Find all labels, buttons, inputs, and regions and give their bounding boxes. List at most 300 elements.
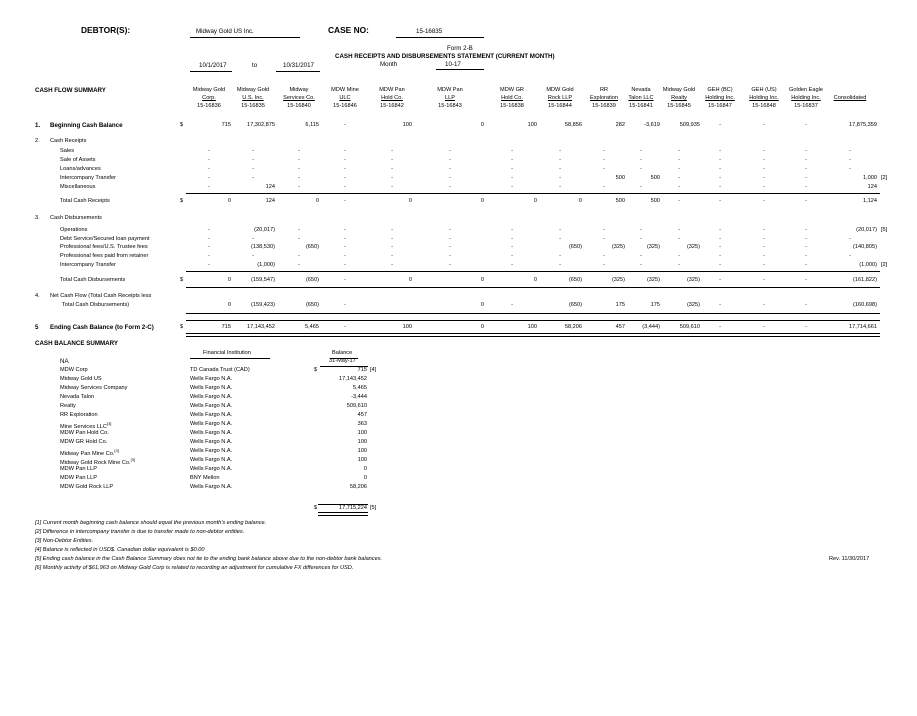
- balance-amount: 17,143,452: [339, 376, 367, 382]
- table-cell: -: [719, 198, 721, 204]
- table-cell: 0: [533, 277, 537, 283]
- table-cell: 457: [615, 324, 625, 330]
- table-cell: -: [208, 227, 210, 233]
- table-cell: -: [678, 262, 680, 268]
- row-number: 5: [35, 324, 39, 331]
- table-cell: -: [678, 198, 680, 204]
- row-number: 3.: [35, 215, 40, 221]
- table-cell: -: [640, 262, 642, 268]
- total-rule: [186, 333, 880, 337]
- balance-entity: [60, 368, 88, 374]
- form-title: CASH RECEIPTS AND DISBURSEMENTS STATEMENT (CURRENT MONTH): [335, 53, 555, 60]
- column-header-name2: Corp.: [202, 95, 216, 101]
- table-cell: -: [511, 157, 513, 163]
- table-cell: -: [763, 122, 765, 128]
- month-label: Month: [380, 61, 398, 68]
- table-cell: -: [391, 148, 393, 154]
- footnote: [5] Ending cash balance in the Cash Balance Summary does not tie to the ending bank balance above due to the non-debtor bank balances.: [35, 556, 383, 562]
- table-cell: (20,017): [254, 227, 275, 233]
- column-header-name2: Holding Inc.: [791, 95, 821, 101]
- table-cell: (650): [568, 277, 582, 283]
- column-header-case: 15-16835: [241, 103, 265, 109]
- balance-amount: 5,465: [353, 385, 367, 391]
- row-label: Ending Cash Balance (to Form 2-C): [50, 324, 154, 331]
- table-cell: -: [252, 166, 254, 172]
- column-header-name1: GEH (BC): [707, 87, 733, 93]
- table-cell: -: [805, 122, 807, 128]
- table-cell: 58,856: [564, 122, 582, 128]
- table-cell: -: [208, 184, 210, 190]
- table-cell: 0: [227, 198, 231, 204]
- table-cell: 0: [480, 198, 484, 204]
- table-cell: -: [805, 148, 807, 154]
- table-cell: -: [640, 227, 642, 233]
- table-cell: -: [391, 262, 393, 268]
- table-cell: -: [449, 236, 451, 242]
- table-cell: -: [603, 166, 605, 172]
- table-cell: 509,935: [679, 122, 700, 128]
- period-from: 10/1/2017: [199, 62, 227, 69]
- column-header-case: 15-16845: [667, 103, 691, 109]
- cash-balance-summary-title: CASH BALANCE SUMMARY: [35, 340, 118, 347]
- column-header-name2: LLP: [445, 95, 455, 101]
- table-cell: -: [849, 253, 851, 259]
- table-cell: 58,206: [564, 324, 582, 330]
- dollar-sign: $: [180, 198, 184, 204]
- table-cell: 124: [265, 198, 275, 204]
- case-underline: [396, 37, 484, 38]
- table-cell: -: [678, 166, 680, 172]
- table-cell: 175: [650, 302, 660, 308]
- table-cell: -: [805, 244, 807, 250]
- table-cell: 0: [578, 198, 582, 204]
- row-label: Operations: [60, 227, 88, 233]
- table-cell: -: [208, 157, 210, 163]
- table-cell: -: [208, 175, 210, 181]
- month-value: 10-17: [445, 61, 461, 68]
- table-cell: -: [849, 166, 851, 172]
- table-cell: -: [208, 166, 210, 172]
- table-cell: -: [763, 227, 765, 233]
- table-cell: -: [763, 148, 765, 154]
- table-cell: -: [298, 236, 300, 242]
- table-cell: -: [603, 262, 605, 268]
- column-header-name2: Realty: [671, 95, 687, 101]
- balance-amount: 457: [357, 412, 367, 418]
- table-cell: -: [511, 236, 513, 242]
- table-cell: -: [449, 157, 451, 163]
- table-cell: -: [344, 253, 346, 259]
- table-cell: -: [805, 262, 807, 268]
- balance-entity: [60, 467, 97, 473]
- table-cell: -: [252, 253, 254, 259]
- table-cell: -: [208, 262, 210, 268]
- case-label: CASE NO:: [328, 25, 369, 35]
- table-cell: -: [603, 157, 605, 163]
- balance-institution: Wells Fargo N.A.: [190, 421, 233, 427]
- balance-institution: Wells Fargo N.A.: [190, 394, 233, 400]
- balance-institution: Wells Fargo N.A.: [190, 457, 233, 463]
- table-cell: -: [559, 157, 561, 163]
- column-header-name2: Hold Co.: [501, 95, 523, 101]
- table-cell: -: [603, 148, 605, 154]
- table-cell: 100: [527, 324, 537, 330]
- row-label: Beginning Cash Balance: [50, 122, 123, 129]
- table-cell: -: [678, 227, 680, 233]
- column-header-name1: RR: [599, 87, 609, 93]
- table-cell: (325): [646, 277, 660, 283]
- balance-entity: [60, 404, 76, 410]
- table-cell: -: [344, 262, 346, 268]
- footnote: [2] Difference in intercompany transfer is due to transfer made to non-debtor entities.: [35, 529, 245, 535]
- row-label: Cash Disbursements: [50, 215, 102, 221]
- table-cell: -: [344, 244, 346, 250]
- table-cell: -: [763, 236, 765, 242]
- table-cell: -: [344, 236, 346, 242]
- balance-institution: Wells Fargo N.A.: [190, 439, 233, 445]
- table-cell: -: [678, 184, 680, 190]
- row-label: Intercompany Transfer: [60, 175, 116, 181]
- table-cell: -: [805, 175, 807, 181]
- row-number: 1.: [35, 122, 41, 129]
- table-cell: -: [719, 324, 721, 330]
- row-note: [5]: [881, 227, 888, 233]
- balance-entity: [60, 431, 109, 437]
- table-cell: -: [763, 244, 765, 250]
- table-cell: 124: [867, 184, 877, 190]
- table-cell: -: [763, 302, 765, 308]
- table-cell: -: [763, 262, 765, 268]
- column-header-case: 15-16846: [333, 103, 357, 109]
- table-cell: 17,302,875: [247, 122, 275, 128]
- table-cell: -: [849, 157, 851, 163]
- balance-entity: [60, 485, 113, 491]
- table-cell: -: [805, 227, 807, 233]
- table-cell: -: [849, 236, 851, 242]
- column-header-case: 15-16847: [708, 103, 732, 109]
- table-cell: -: [763, 277, 765, 283]
- column-header-case: 15-16841: [629, 103, 653, 109]
- column-header-case: 15-16840: [287, 103, 311, 109]
- column-header-name1: MDW GR: [500, 87, 524, 93]
- column-header-name1: MDW Pan: [379, 87, 405, 93]
- institution-header-underline: [190, 358, 270, 359]
- table-cell: -: [603, 184, 605, 190]
- table-cell: -: [763, 184, 765, 190]
- dollar-sign: $: [180, 277, 184, 283]
- table-cell: -: [298, 166, 300, 172]
- table-cell: -: [640, 184, 642, 190]
- table-cell: 715: [221, 324, 231, 330]
- table-cell: -: [252, 148, 254, 154]
- table-cell: 0: [480, 324, 484, 330]
- table-cell: -: [344, 184, 346, 190]
- table-cell: -: [344, 175, 346, 181]
- table-cell: -: [391, 157, 393, 163]
- balance-entity-name: Midway Pan Mine Co.: [60, 450, 115, 457]
- table-cell: -: [208, 253, 210, 259]
- balance-amount: 363: [357, 421, 367, 427]
- table-cell: -: [298, 175, 300, 181]
- table-cell: -: [298, 148, 300, 154]
- column-header-name2: Exploration: [590, 95, 618, 101]
- table-cell: -: [344, 166, 346, 172]
- balance-header: Balance: [332, 350, 353, 356]
- table-cell: -: [678, 157, 680, 163]
- table-cell: (160,698): [853, 302, 877, 308]
- balance-entity: [60, 377, 102, 383]
- table-cell: -: [208, 244, 210, 250]
- row-label: Net Cash Flow (Total Cash Receipts less: [50, 293, 152, 299]
- table-cell: (325): [686, 244, 700, 250]
- column-header-name2: Holding Inc.: [749, 95, 779, 101]
- table-cell: -: [603, 253, 605, 259]
- table-cell: -: [344, 198, 346, 204]
- period-to-label: to: [252, 62, 258, 69]
- table-cell: -: [208, 148, 210, 154]
- table-cell: -: [559, 148, 561, 154]
- row-label: Professional fees paid from retainer: [60, 253, 149, 259]
- table-cell: -: [719, 175, 721, 181]
- table-cell: -: [678, 175, 680, 181]
- column-header-name2: Hold Co.: [381, 95, 403, 101]
- table-cell: 17,875,359: [849, 122, 877, 128]
- balance-entity-name: Mine Services LLC: [60, 423, 107, 430]
- balance-entity-sup: [3]: [130, 457, 136, 462]
- table-cell: -: [559, 227, 561, 233]
- row-label: Intercompany Transfer: [60, 262, 116, 268]
- table-cell: (650): [305, 244, 319, 250]
- table-cell: 0: [315, 198, 319, 204]
- total-rule: [186, 313, 880, 314]
- debtor-underline: [190, 37, 300, 38]
- table-cell: -: [559, 175, 561, 181]
- column-header-name1: Midway Gold: [192, 87, 226, 93]
- table-cell: -: [391, 244, 393, 250]
- table-cell: -: [449, 253, 451, 259]
- table-cell: (161,822): [853, 277, 877, 283]
- table-cell: -: [391, 236, 393, 242]
- table-cell: 0: [480, 302, 484, 308]
- debtor-label: DEBTOR(S):: [81, 25, 131, 35]
- table-cell: (159,547): [251, 277, 275, 283]
- case-value: 15-16835: [416, 28, 443, 35]
- table-cell: (650): [305, 277, 319, 283]
- column-header-case: 15-16848: [752, 103, 776, 109]
- balance-total: 17,715,224: [339, 505, 367, 511]
- balance-amount: 0: [363, 475, 367, 481]
- balance-amount: 715: [357, 367, 367, 373]
- balance-date: 31-May-17: [329, 358, 356, 364]
- column-header-case: 15-16838: [500, 103, 524, 109]
- row-number: 4.: [35, 293, 40, 299]
- table-cell: -: [559, 236, 561, 242]
- table-cell: -: [763, 157, 765, 163]
- table-cell: -: [763, 324, 765, 330]
- balance-entity: [60, 395, 94, 401]
- table-cell: 100: [402, 324, 412, 330]
- table-cell: -: [805, 166, 807, 172]
- table-cell: 124: [265, 184, 275, 190]
- table-cell: -: [640, 253, 642, 259]
- table-cell: (650): [305, 302, 319, 308]
- balance-entity: [60, 449, 119, 457]
- table-cell: -: [805, 198, 807, 204]
- table-cell: 100: [402, 122, 412, 128]
- table-cell: -: [391, 253, 393, 259]
- balance-entity: [60, 413, 98, 419]
- table-cell: 282: [615, 122, 625, 128]
- table-cell: 17,143,452: [247, 324, 275, 330]
- period-to-underline: [276, 71, 320, 72]
- balance-entity-name: MDW Pan LLP: [60, 475, 97, 481]
- table-cell: (325): [686, 277, 700, 283]
- table-cell: -: [449, 244, 451, 250]
- table-cell: -: [805, 157, 807, 163]
- row-label: Loans/advances: [60, 166, 101, 172]
- debtor-value: Midway Gold US Inc.: [196, 28, 254, 35]
- table-cell: 0: [408, 198, 412, 204]
- row-label: Miscellaneous: [60, 184, 96, 190]
- table-cell: -: [449, 184, 451, 190]
- table-cell: -: [763, 253, 765, 259]
- table-cell: 715: [221, 122, 231, 128]
- table-cell: -: [719, 184, 721, 190]
- column-header-name1: GEH (US): [751, 87, 777, 93]
- table-cell: 0: [227, 277, 231, 283]
- balance-amount: 0: [363, 466, 367, 472]
- table-cell: -: [511, 175, 513, 181]
- column-header-case: 15-16843: [438, 103, 462, 109]
- table-cell: -: [763, 198, 765, 204]
- balance-entity-name: Midway Services Company: [60, 385, 128, 391]
- balance-institution: Wells Fargo N.A.: [190, 376, 233, 382]
- table-cell: (20,017): [856, 227, 877, 233]
- month-underline: [436, 69, 484, 70]
- table-cell: -: [344, 324, 346, 330]
- table-cell: 175: [615, 302, 625, 308]
- table-cell: -: [449, 148, 451, 154]
- table-cell: -: [719, 262, 721, 268]
- table-cell: (650): [568, 302, 582, 308]
- table-cell: -: [559, 262, 561, 268]
- row-label: Total Cash Disbursements: [60, 277, 126, 283]
- table-cell: -: [252, 236, 254, 242]
- cash-flow-summary-title: CASH FLOW SUMMARY: [35, 87, 106, 94]
- column-header-name2: Consolidated: [833, 95, 867, 101]
- table-cell: -: [849, 148, 851, 154]
- table-cell: -: [449, 166, 451, 172]
- balance-total-doubleline: [318, 512, 368, 516]
- balance-note: [4]: [370, 367, 377, 373]
- table-cell: (1,000): [859, 262, 877, 268]
- table-cell: -: [344, 277, 346, 283]
- table-cell: -: [559, 253, 561, 259]
- table-cell: -: [511, 184, 513, 190]
- table-cell: 509,610: [679, 324, 700, 330]
- balance-entity-name: Midway Gold US: [60, 376, 102, 382]
- table-cell: -: [449, 262, 451, 268]
- table-cell: -: [719, 236, 721, 242]
- table-cell: 500: [650, 175, 660, 181]
- balance-institution: Wells Fargo N.A.: [190, 403, 233, 409]
- table-cell: -: [805, 324, 807, 330]
- balance-entity-name: MDW GR Hold Co.: [60, 439, 108, 445]
- table-cell: (138,530): [251, 244, 275, 250]
- balance-amount: 58,206: [349, 484, 367, 490]
- table-cell: -: [449, 227, 451, 233]
- table-cell: -: [719, 244, 721, 250]
- balance-entity-name: MDW Corp: [60, 367, 88, 373]
- row-label: Cash Receipts: [50, 138, 87, 144]
- column-header-name1: Nevada: [631, 87, 651, 93]
- balance-entity-name: Midway Gold Rock Mine Co.: [60, 459, 131, 466]
- table-cell: -: [603, 227, 605, 233]
- form-id: Form 2-B: [447, 45, 473, 52]
- row-label: Professional fees/U.S. Trustee fees: [60, 244, 148, 250]
- balance-institution: Wells Fargo N.A.: [190, 484, 233, 490]
- row-note: [2]: [881, 175, 888, 181]
- row-note: [2]: [881, 262, 888, 268]
- table-cell: -: [511, 148, 513, 154]
- table-cell: -: [640, 166, 642, 172]
- row-label: Total Cash Disbursements): [62, 302, 130, 308]
- footnote: [1] Current month beginning cash balance should equal the previous month's ending balance.: [35, 520, 267, 526]
- column-header-name1: Midway Gold: [662, 87, 696, 93]
- balance-institution: BNY Mellon: [190, 475, 220, 481]
- balance-amount: -3,444: [351, 394, 367, 400]
- table-cell: -: [344, 227, 346, 233]
- table-cell: -: [511, 302, 513, 308]
- total-rule: [186, 271, 880, 272]
- table-cell: 1,000: [863, 175, 877, 181]
- table-cell: 100: [527, 122, 537, 128]
- period-from-underline: [190, 71, 232, 72]
- table-cell: -: [298, 157, 300, 163]
- balance-institution: Wells Fargo N.A.: [190, 412, 233, 418]
- column-header-case: 15-16837: [794, 103, 818, 109]
- table-cell: -: [763, 175, 765, 181]
- table-cell: -: [719, 277, 721, 283]
- balance-dollar: $: [314, 367, 318, 373]
- total-rule: [186, 287, 880, 288]
- table-cell: 0: [533, 198, 537, 204]
- table-cell: (159,423): [251, 302, 275, 308]
- column-header-name2: ULC: [339, 95, 351, 101]
- table-cell: -: [252, 157, 254, 163]
- balance-entity-name: RR Exploration: [60, 412, 98, 418]
- table-cell: (650): [568, 244, 582, 250]
- column-header-case: 15-16836: [197, 103, 221, 109]
- balance-amount: 509,610: [346, 403, 367, 409]
- table-cell: 17,714,661: [849, 324, 877, 330]
- table-cell: -: [678, 236, 680, 242]
- dollar-sign: $: [180, 324, 184, 330]
- balance-institution: TD Canada Trust (CAD): [190, 367, 250, 373]
- table-cell: (325): [686, 302, 700, 308]
- row-number: 2.: [35, 138, 40, 144]
- balance-entity-name: Realty: [60, 403, 76, 409]
- total-rule: [186, 193, 880, 194]
- table-cell: -: [719, 148, 721, 154]
- table-cell: -: [678, 253, 680, 259]
- table-cell: -: [344, 302, 346, 308]
- table-cell: -: [640, 157, 642, 163]
- balance-amount: 100: [357, 430, 367, 436]
- balance-total-note: [5]: [370, 505, 377, 511]
- table-cell: -: [391, 175, 393, 181]
- table-cell: -: [298, 184, 300, 190]
